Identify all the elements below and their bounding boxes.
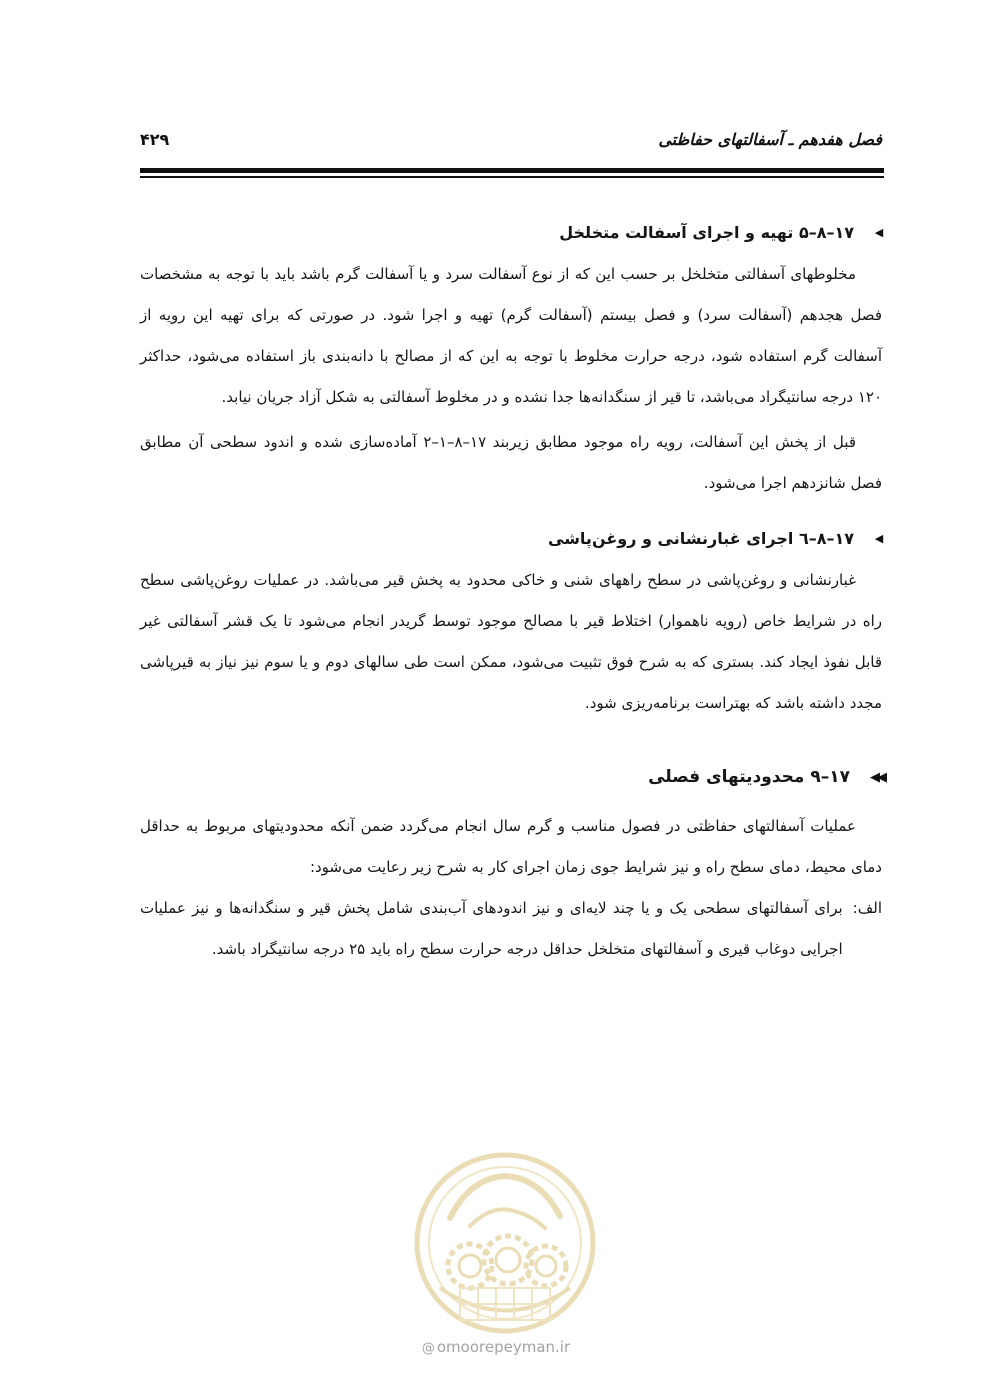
section-heading-text: ۱۷–۸–۵ تهیه و اجرای آسفالت متخلخل	[559, 222, 854, 242]
triangle-bullet-icon: ◀	[874, 531, 884, 545]
watermark-logo	[400, 1148, 610, 1338]
section-heading-17-8-6	[140, 516, 886, 560]
header-rule-thin	[140, 176, 884, 178]
list-item-label: الف:	[852, 899, 882, 917]
section-heading-17-8-5	[140, 210, 886, 254]
paragraph: قبل از پخش این آسفالت، رویه راه موجود مطابق زیربند ۱۷–۸–۱–۲ آماده‌سازی شده و اندود سطحی آن مطابق فصل شانزدهم اجرا می‌شود.	[140, 433, 882, 492]
list-item-text: برای آسفالتهای سطحی یک و یا چند لایه‌ای و نیز اندودهای آب‌بندی شامل پخش قیر و سنگدانه‌ها و نیز عملیات اجرایی دوغاب قیری و آسفالتهای متخلخل حداقل درجه حرارت سطح راه باید ۲۵ درجه سانتیگراد باشد.	[140, 899, 843, 958]
watermark-url	[390, 1338, 602, 1356]
triangle-bullet-icon: ◀	[874, 225, 884, 239]
section-heading-text: ۱۷–۹ محدودیتهای فصلی	[648, 766, 850, 787]
watermark-url-text: omoorepeyman.ir	[436, 1338, 571, 1356]
double-triangle-bullet-icon: ◀◀	[870, 769, 884, 785]
at-sign-icon: @	[421, 1341, 435, 1356]
paragraph: مخلوطهای آسفالتی متخلخل بر حسب این که از نوع آسفالت سرد و یا آسفالت گرم باشد باید با توجه به مشخصات فصل هجدهم (آسفالت سرد) و فصل بیستم (آسفالت گرم) تهیه و اجرا شود. در صورتی که برای تهیه این رویه از آسفالت گرم استفاده شود، درجه حرارت مخلوط با توجه به این که از مصالح با دانه‌بندی باز استفاده می‌شود، حداکثر ۱۲۰ درجه سانتیگراد می‌باشد، تا قیر از سنگدانه‌ها جدا نشده و در مخلوط آسفالتی به شکل آزاد جریان نیابد.	[140, 265, 882, 406]
running-title: فصل هفدهم ـ آسفالتهای حفاظتی	[658, 130, 882, 149]
page-number: ۴۲۹	[140, 130, 170, 149]
running-header	[140, 130, 882, 160]
main-content	[140, 210, 882, 970]
paragraph: غبارنشانی و روغن‌پاشی در سطح راههای شنی و خاکی محدود به پخش قیر می‌باشد. در عملیات روغن‌پاشی سطح راه در شرایط خاص (رویه ناهموار) اختلاط قیر با مصالح موجود توسط گریدر انجام می‌شود تا یک قشر آسفالتی غیر قابل نفوذ ایجاد کند. بستری که به شرح فوق تثبیت می‌شود، ممکن است طی سالهای دوم و یا سوم نیز نیاز به قیرپاشی مجدد داشته باشد که بهتراست برنامه‌ریزی شود.	[140, 571, 882, 712]
section-heading-text: ۱۷–۸–٦ اجرای غبارنشانی و روغن‌پاشی	[548, 528, 854, 548]
list-item	[140, 888, 882, 970]
watermark-seal-icon	[400, 1148, 610, 1338]
section-heading-17-9	[140, 752, 886, 802]
header-rule-thick	[140, 168, 884, 173]
paragraph: عملیات آسفالتهای حفاظتی در فصول مناسب و گرم سال انجام می‌گردد ضمن آنکه محدودیتهای مربوط به حداقل دمای محیط، دمای سطح راه و نیز شرایط جوی زمان اجرای کار به شرح زیر رعایت می‌شود:	[140, 817, 882, 876]
